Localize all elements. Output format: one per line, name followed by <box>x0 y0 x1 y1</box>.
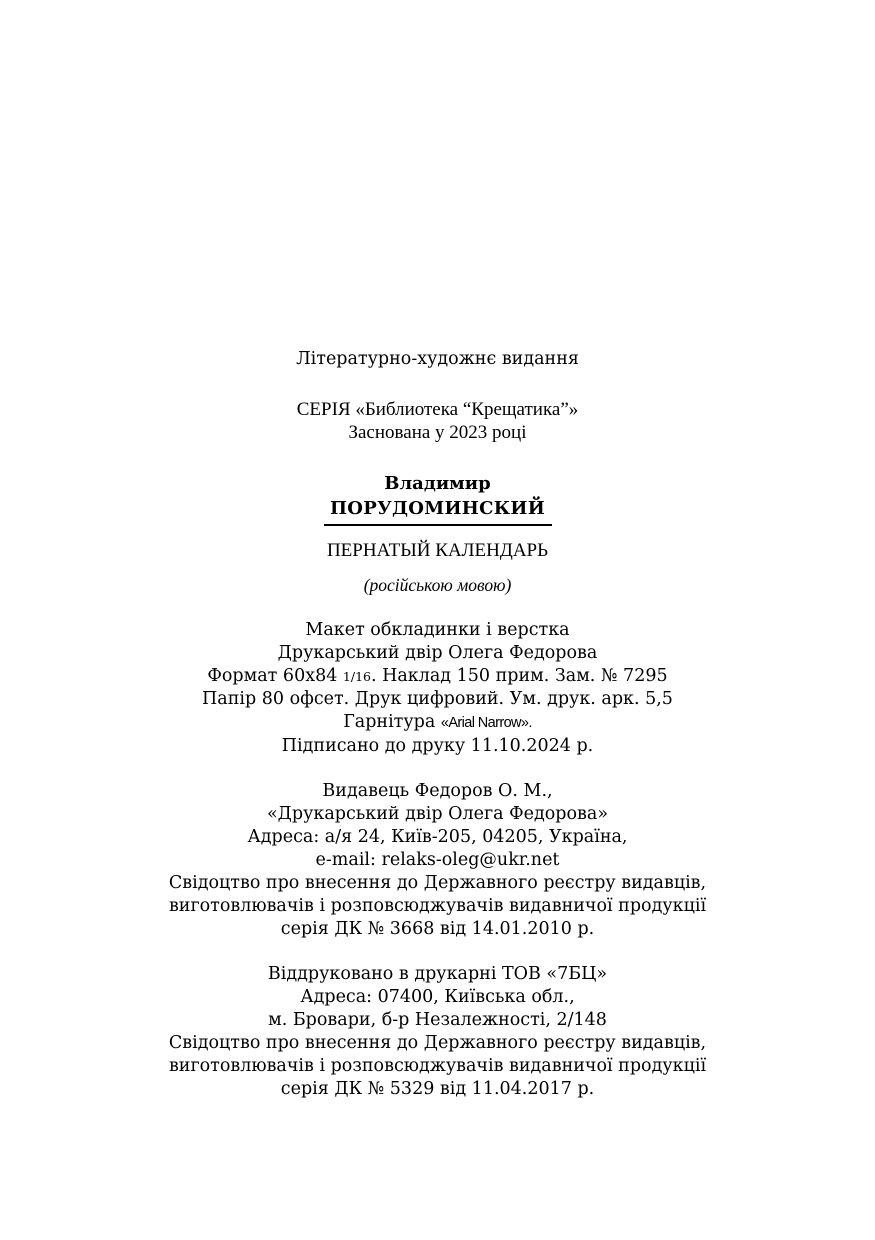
genre-line: Літературно-художнє видання <box>296 349 579 369</box>
printer-cert-line2: виготовлювачів і розповсюджувачів видавничої продукції <box>168 1056 707 1076</box>
publisher-name: Видавець Федоров О. М., <box>322 781 553 801</box>
publisher-email: e-mail: relaks-oleg@ukr.net <box>315 850 560 870</box>
author-block <box>0 472 875 526</box>
format-suffix: . Наклад 150 прим. Зам. № 7295 <box>370 666 668 686</box>
production-block <box>0 619 875 758</box>
genre-block <box>0 348 875 371</box>
format-prefix: Формат 60х84 <box>207 666 343 686</box>
typeface-prefix: Гарнітура <box>343 712 441 732</box>
author-first-name: Владимир <box>384 473 491 494</box>
signed-line: Підписано до друку 11.10.2024 р. <box>281 736 594 756</box>
founded-line: Заснована у 2023 році <box>348 422 527 443</box>
printer-cert-line1: Свідоцтво про внесення до Державного реєстру видавців, <box>168 1033 707 1053</box>
language-block <box>0 574 875 597</box>
author-last-name: ПОРУДОМИНСКИЙ <box>329 498 546 519</box>
printer-cert-line3: серія ДК № 5329 від 11.04.2017 р. <box>280 1079 595 1099</box>
book-title: ПЕРНАТЫЙ КАЛЕНДАРЬ <box>326 540 549 561</box>
author-divider <box>324 524 552 526</box>
layout-label: Макет обкладинки і верстка <box>305 620 570 640</box>
publisher-address: Адреса: а/я 24, Київ-205, 04205, Україна, <box>247 827 628 847</box>
printer-address2: м. Бровари, б-р Незалежності, 2/148 <box>268 1010 607 1030</box>
publisher-cert-line1: Свідоцтво про внесення до Державного реєстру видавців, <box>168 873 707 893</box>
format-line <box>0 665 875 688</box>
publisher-cert-line2: виготовлювачів і розповсюджувачів видавничої продукції <box>168 896 707 916</box>
printer-name: Віддруковано в друкарні ТОВ «7БЦ» <box>267 964 608 984</box>
paper-line: Папір 80 офсет. Друк цифровий. Ум. друк. арк. 5,5 <box>202 689 673 709</box>
typeface-name: «Arial Narrow». <box>440 715 532 731</box>
typeface-line <box>0 711 875 735</box>
printer-address1: Адреса: 07400, Київська обл., <box>300 987 575 1007</box>
publisher-org: «Друкарський двір Олега Федорова» <box>266 804 609 824</box>
printer-block <box>0 963 875 1101</box>
publisher-block <box>0 780 875 941</box>
title-block <box>0 539 875 562</box>
publisher-cert-line3: серія ДК № 3668 від 14.01.2010 р. <box>280 919 595 939</box>
format-fraction: 1/16 <box>342 669 371 684</box>
layout-by: Друкарський двір Олега Федорова <box>277 643 598 663</box>
language-note: (російською мовою) <box>363 575 512 595</box>
series-line: СЕРІЯ «Библиотека “Крещатика”» <box>296 399 579 420</box>
series-block <box>0 398 875 444</box>
